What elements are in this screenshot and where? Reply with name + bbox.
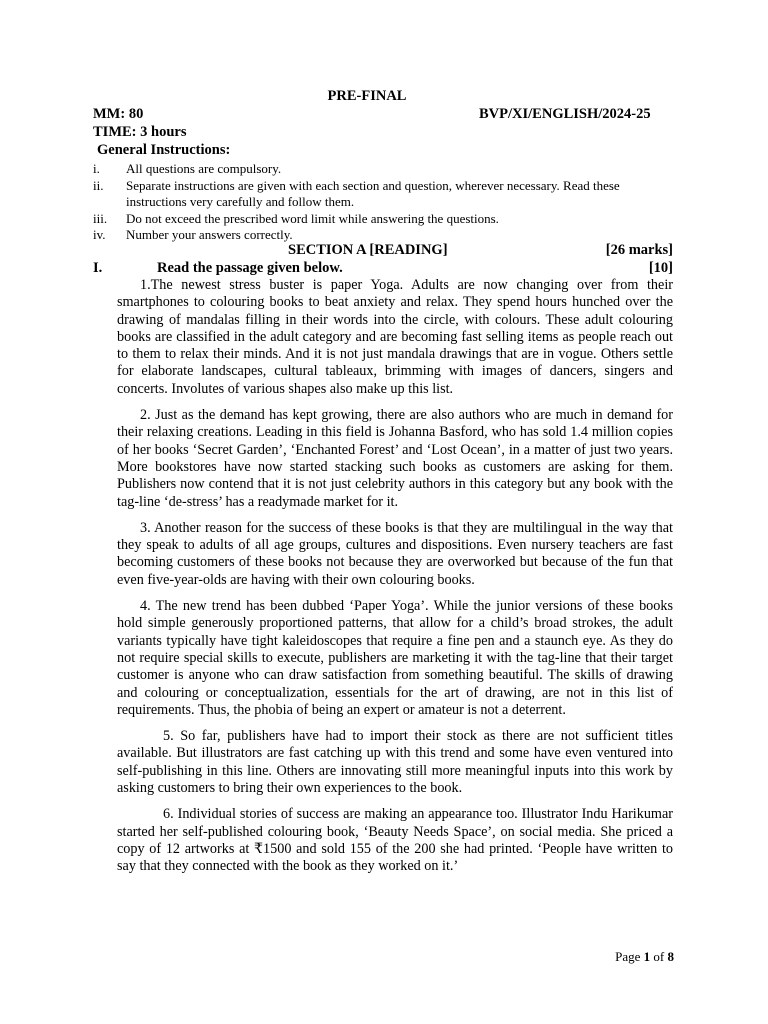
instruction-text: Do not exceed the prescribed word limit while answering the questions. [126,210,499,226]
passage-paragraph: 6. Individual stories of success are making an appearance too. Illustrator Indu Harikumar started her self-published colouring book, ‘Beauty Needs Space’, on social media. She priced a copy of 12 artworks at ₹1500 and sold 155 of the 200 she had printed. ‘People have written to say that they connected with the book as they worked on it.’ [117,806,673,875]
instruction-number: ii. [93,177,104,193]
general-instructions-heading: General Instructions: [97,142,231,158]
page-number [615,949,674,965]
instruction-item [93,161,673,178]
passage-paragraph: 4. The new trend has been dubbed ‘Paper Yoga’. While the junior versions of these books hold simple generously proportioned patterns, that allow for a child’s broad strokes, the adult variants typically have tight kaleidoscopes that require a fine pen and a staunch eye. As they do not require special skills to execute, publishers are marketing it with the tag-line that their target customer is anyone who can draw satisfaction from something beautiful. The skills of drawing and colouring or conceptualization, essentials for the art of drawing, are not in this list of requirements. Thus, the phobia of being an expert or amateur is not a deterrent. [117,598,673,718]
page-total: 8 [667,949,674,964]
passage-paragraph: 2. Just as the demand has kept growing, there are also authors who are much in demand for their relaxing creations. Leading in this field is Johanna Basford, who has sold 1.4 million copies of her books ‘Secret Garden’, ‘Enchanted Forest’ and ‘Lost Ocean’, in a matter of just two years. More bookstores have now started stacking such books as customers are asking for them. Publishers now contend that it is not just celebrity authors in this category but any book with the tag-line ‘de-stress’ has a readymade market for it. [117,407,673,510]
question-marks: [10] [648,260,673,276]
question-heading [93,260,673,278]
instruction-number: iii. [93,210,108,226]
exam-duration: TIME: 3 hours [93,124,187,140]
instruction-number: iv. [93,227,106,242]
instruction-text: All questions are compulsory. [126,161,282,176]
page-word: Page [615,949,641,964]
paper-code: BVP/XI/ENGLISH/2024-25 [479,106,651,122]
section-title: SECTION A [READING] [288,242,448,258]
reading-passage [117,277,673,885]
question-number: I. [93,260,103,276]
of-word: of [653,949,665,964]
instruction-number: i. [93,161,100,176]
max-marks: MM: 80 [93,106,144,122]
instruction-item [93,211,673,228]
instruction-text: Separate instructions are given with each section and question, wherever necessary. Read these instructions very carefully and follow them. [126,177,620,209]
passage-paragraph: 5. So far, publishers have had to import their stock as there are not sufficient titles available. But illustrators are fast catching up with this trend and some have even ventured into self-publishing in this line. Others are innovating still more meaningful inputs into this work by asking customers to bring their own experiences to the book. [117,728,673,797]
section-heading [93,242,673,260]
general-instructions-list [93,161,673,244]
page-title: PRE-FINAL [327,88,407,104]
instruction-text: Number your answers correctly. [126,227,293,242]
page-current: 1 [643,949,651,964]
passage-paragraph: 1.The newest stress buster is paper Yoga. Adults are now changing over from their smartphones to colouring books to beat anxiety and relax. They spend hours hunched over the drawing of mandalas filling in their words into the circle, with colours. These adult colouring books are classified in the adult category and are becoming fast selling items as people reach out to them to relax their minds. And it is not just mandala drawings that are in vogue. Others settle for elaborate landscapes, cultural tableaux, brimming with images of dancers, singers and concerts. Involutes of various shapes also make up this list. [117,277,673,397]
passage-paragraph: 3. Another reason for the success of these books is that they are multilingual in the way that they speak to adults of all age groups, cultures and dispositions. Even nursery teachers are fast becoming customers of these books not because they are overworked but because of the fun that even five-year-olds are having with their own colouring books. [117,519,673,588]
question-prompt: Read the passage given below. [157,260,343,276]
section-marks: [26 marks] [605,242,673,258]
instruction-item [93,178,673,211]
